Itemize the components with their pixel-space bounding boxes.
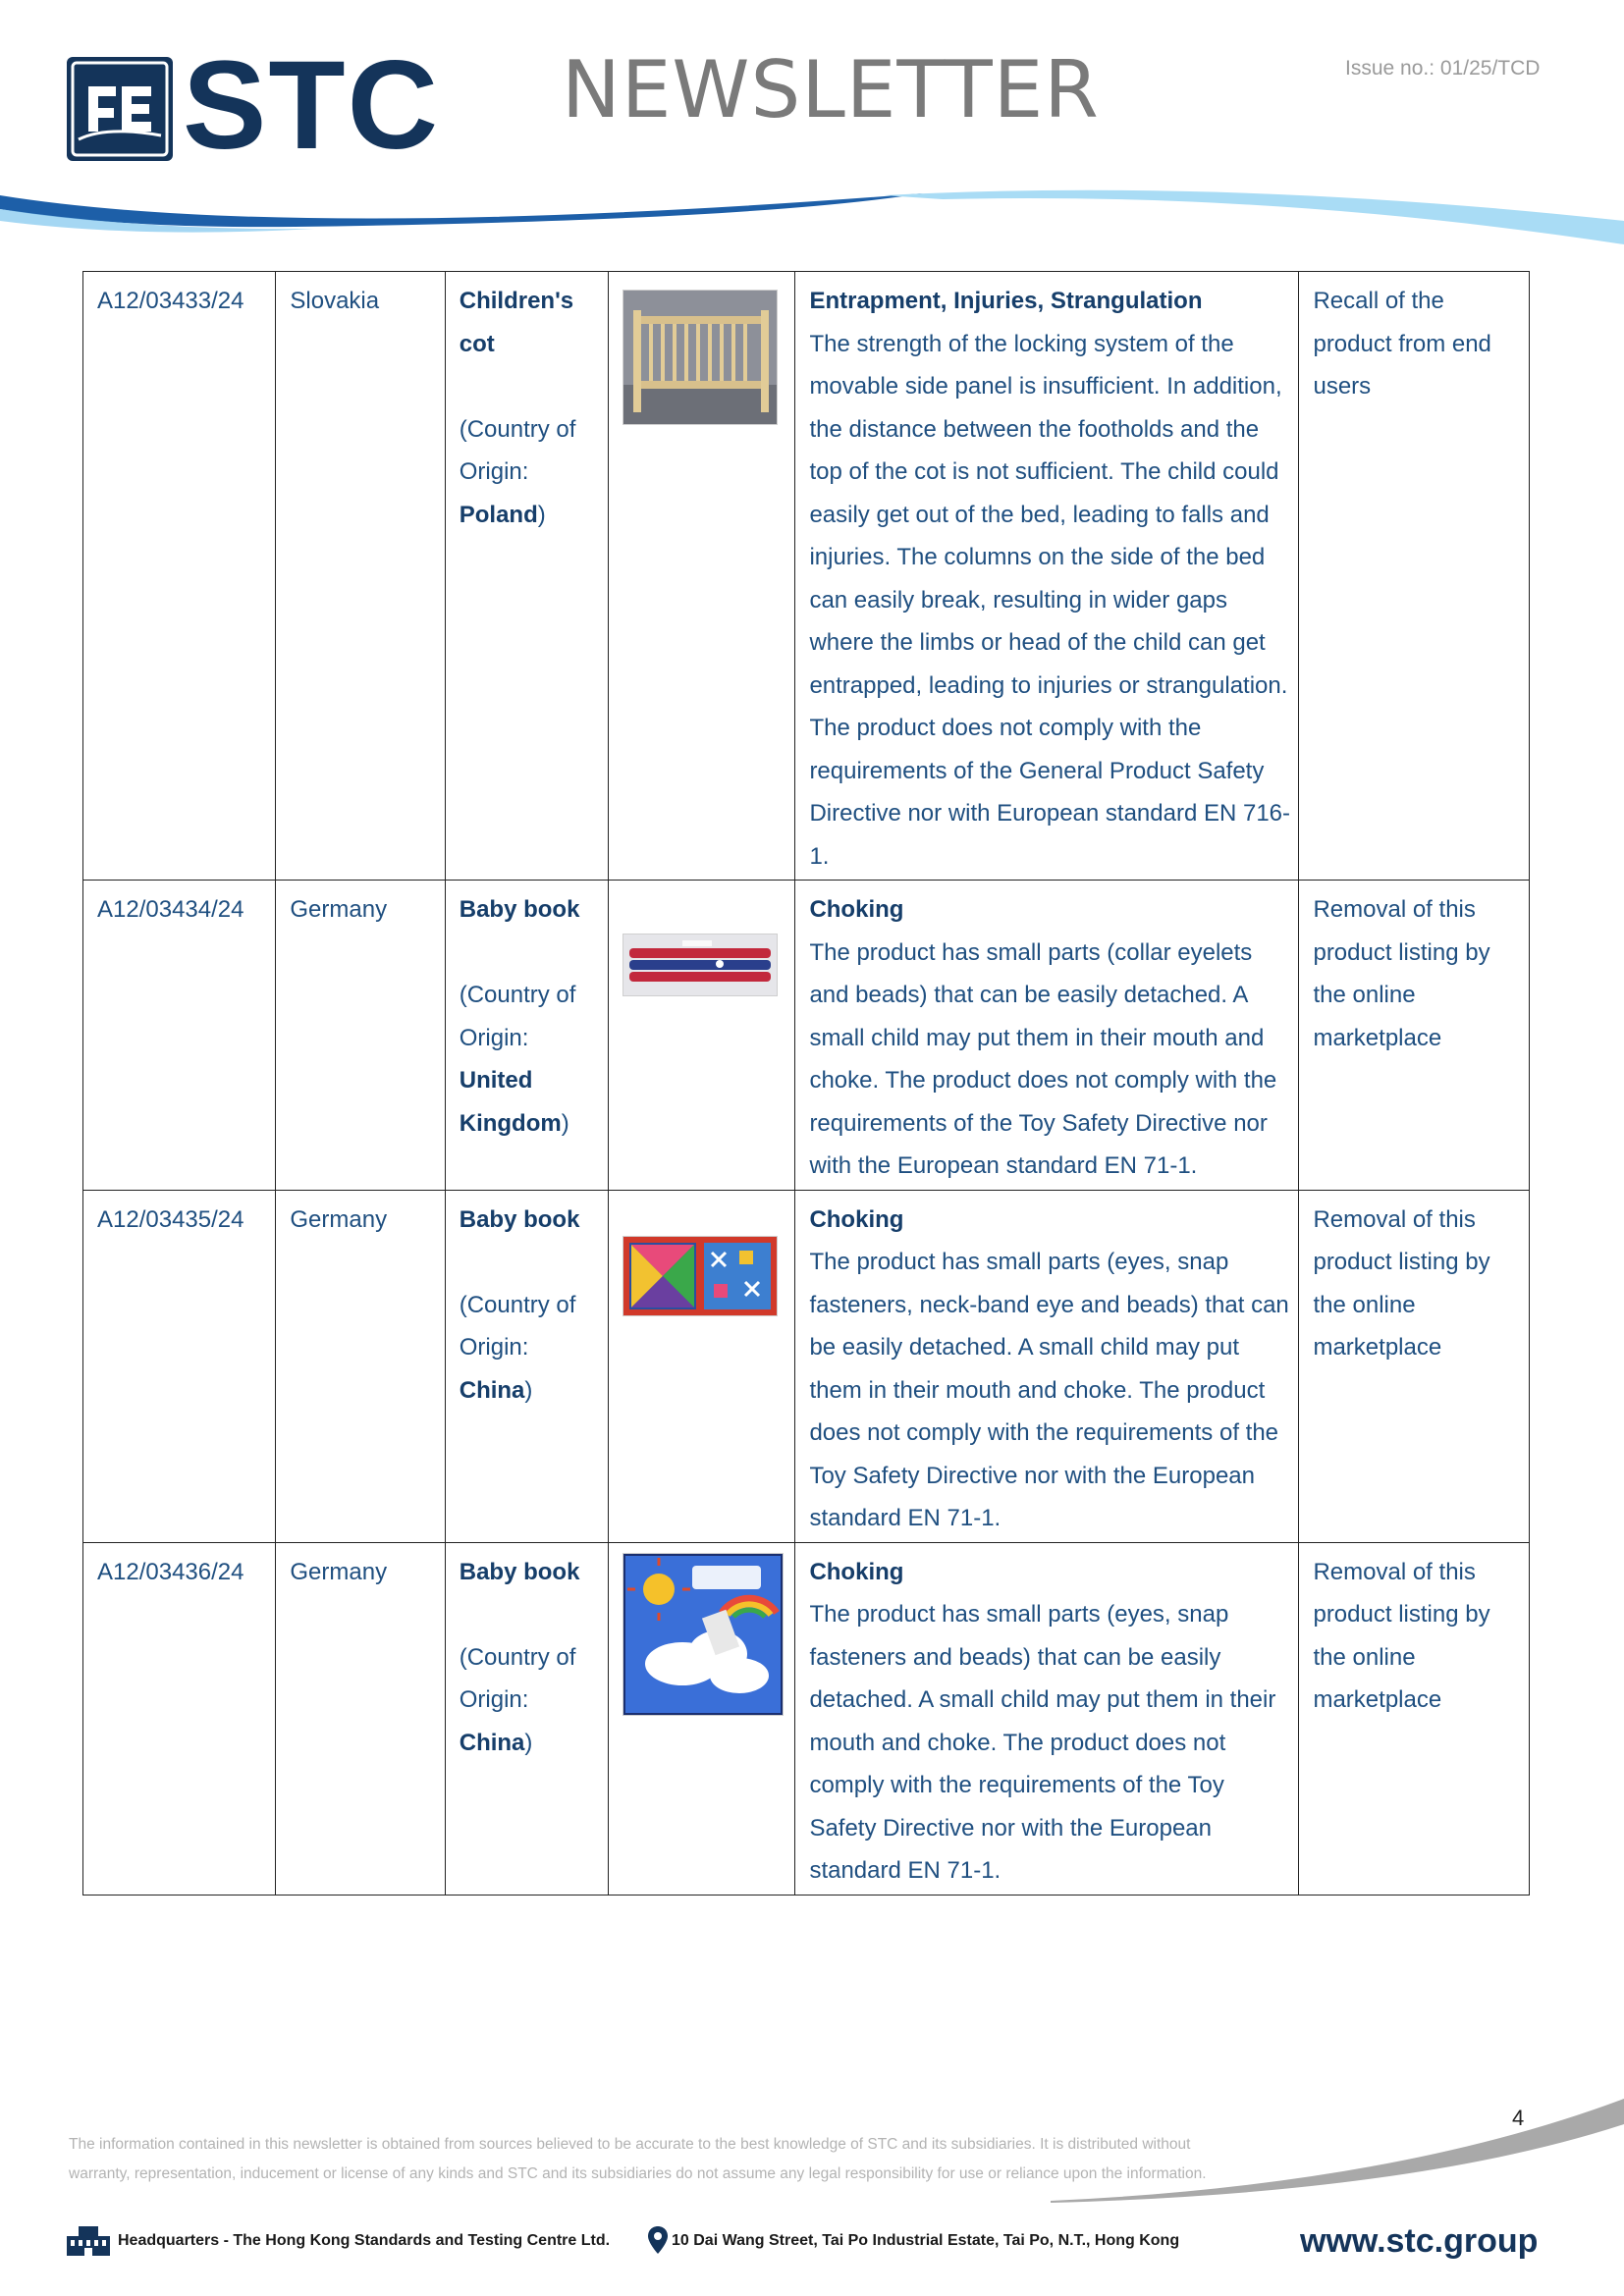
table-row xyxy=(83,1542,1530,1895)
measures-taken: Recall of the product from end users xyxy=(1299,272,1530,881)
newsletter-title: NEWSLETTER xyxy=(562,44,1100,135)
origin-close: ) xyxy=(524,1729,533,1756)
hazard-description: The product has small parts (eyes, snap fasteners and beads) that can be easily detached. A small child may put them in their mouth and choke. The product does not comply with the requirements of the Toy Safety Directive nor with the European standard EN 71-1. xyxy=(809,1601,1276,1884)
hazard-description-cell xyxy=(795,1542,1299,1895)
table-row xyxy=(83,881,1530,1191)
origin-label: (Country of Origin: xyxy=(459,415,576,485)
product-name: Baby book xyxy=(459,1558,580,1585)
footer-contact-bar xyxy=(65,2222,1577,2262)
hazard-description: The product has small parts (eyes, snap fasteners, neck-band eye and beads) that can be easily detached. A small child may put them in their mouth and choke. The product does not comply with the requirements of the Toy Safety Directive nor with the European standard EN 71-1. xyxy=(809,1249,1289,1531)
address-label: 10 Dai Wang Street, Tai Po Industrial Estate, Tai Po, N.T., Hong Kong xyxy=(672,2232,1180,2249)
reference-number: A12/03435/24 xyxy=(83,1190,276,1542)
product-image-cell xyxy=(609,272,795,881)
stc-emblem-icon xyxy=(67,57,173,161)
hazard-description: The strength of the locking system of the movable side panel is insufficient. In addition, the distance between the footholds and the top of the cot is not sufficient. The child could easily get out of the bed, leading to falls and injuries. The columns on the side of the bed can easily break, resulting in wider gaps where the limbs or head of the child can get entrapped, leading to injuries or strangulation. The product does not comply with the requirements of the General Product Safety Directive nor with European standard EN 716-1. xyxy=(809,330,1291,870)
hazard-description-cell xyxy=(795,272,1299,881)
baby-book-photo xyxy=(623,1236,778,1316)
product-name: Children's cot xyxy=(459,288,574,357)
origin-close: ) xyxy=(561,1109,569,1137)
disclaimer-line: The information contained in this newsletter is obtained from sources believed to be accurate to the best knowledge of STC and its subsidiaries. It is distributed without xyxy=(69,2136,1191,2153)
reference-number: A12/03436/24 xyxy=(83,1542,276,1895)
product-name: Baby book xyxy=(459,1205,580,1233)
headquarters-label: Headquarters - The Hong Kong Standards and Testing Centre Ltd. xyxy=(118,2232,611,2249)
table-row xyxy=(83,1190,1530,1542)
reference-number: A12/03434/24 xyxy=(83,881,276,1191)
hazard-type: Choking xyxy=(809,1558,904,1585)
baby-book-photo xyxy=(623,1553,784,1716)
logo-text: STC xyxy=(183,35,440,176)
recall-table xyxy=(82,271,1530,1896)
origin-country: Poland xyxy=(459,501,538,528)
header-swoosh xyxy=(0,182,1624,260)
table-row xyxy=(83,272,1530,881)
product-cell xyxy=(445,1190,608,1542)
location-pin-icon xyxy=(648,2226,668,2254)
disclaimer xyxy=(69,2130,1345,2189)
stc-logo xyxy=(67,35,460,176)
hazard-type: Entrapment, Injuries, Strangulation xyxy=(809,288,1203,314)
issue-number: Issue no.: 01/25/TCD xyxy=(1345,57,1541,80)
notifying-country: Slovakia xyxy=(276,272,445,881)
hazard-description-cell xyxy=(795,1190,1299,1542)
product-cell xyxy=(445,272,608,881)
product-image-cell xyxy=(609,1542,795,1895)
hazard-description: The product has small parts (collar eyelets and beads) that can be easily detached. A small child may put them in their mouth and choke. The product does not comply with the requirements of the Toy Safety Directive nor with the European standard EN 71-1. xyxy=(809,938,1277,1179)
product-cell xyxy=(445,881,608,1191)
origin-close: ) xyxy=(524,1376,533,1404)
origin-label: (Country of Origin: xyxy=(459,1291,576,1361)
product-image-cell xyxy=(609,881,795,1191)
origin-close: ) xyxy=(537,501,546,528)
hazard-description-cell xyxy=(795,881,1299,1191)
hazard-type: Choking xyxy=(809,896,904,923)
origin-country: China xyxy=(459,1729,525,1756)
hazard-type: Choking xyxy=(809,1205,904,1233)
childrens-cot-photo xyxy=(623,290,778,425)
origin-label: (Country of Origin: xyxy=(459,982,576,1051)
measures-taken: Removal of this product listing by the online marketplace xyxy=(1299,881,1530,1191)
disclaimer-line: warranty, representation, inducement or license of any kinds and STC and its subsidiaries do not assume any legal responsibility for use or reliance upon the information. xyxy=(69,2165,1207,2182)
origin-country: China xyxy=(459,1376,525,1404)
product-image-cell xyxy=(609,1190,795,1542)
measures-taken: Removal of this product listing by the online marketplace xyxy=(1299,1190,1530,1542)
origin-label: (Country of Origin: xyxy=(459,1643,576,1713)
website-link[interactable]: www.stc.group xyxy=(1300,2222,1539,2260)
building-icon xyxy=(65,2224,112,2256)
origin-country: United Kingdom xyxy=(459,1067,562,1137)
reference-number: A12/03433/24 xyxy=(83,272,276,881)
page-number: 4 xyxy=(1512,2106,1525,2130)
product-cell xyxy=(445,1542,608,1895)
notifying-country: Germany xyxy=(276,881,445,1191)
product-name: Baby book xyxy=(459,896,580,923)
notifying-country: Germany xyxy=(276,1542,445,1895)
measures-taken: Removal of this product listing by the online marketplace xyxy=(1299,1542,1530,1895)
baby-book-photo xyxy=(623,934,778,996)
notifying-country: Germany xyxy=(276,1190,445,1542)
